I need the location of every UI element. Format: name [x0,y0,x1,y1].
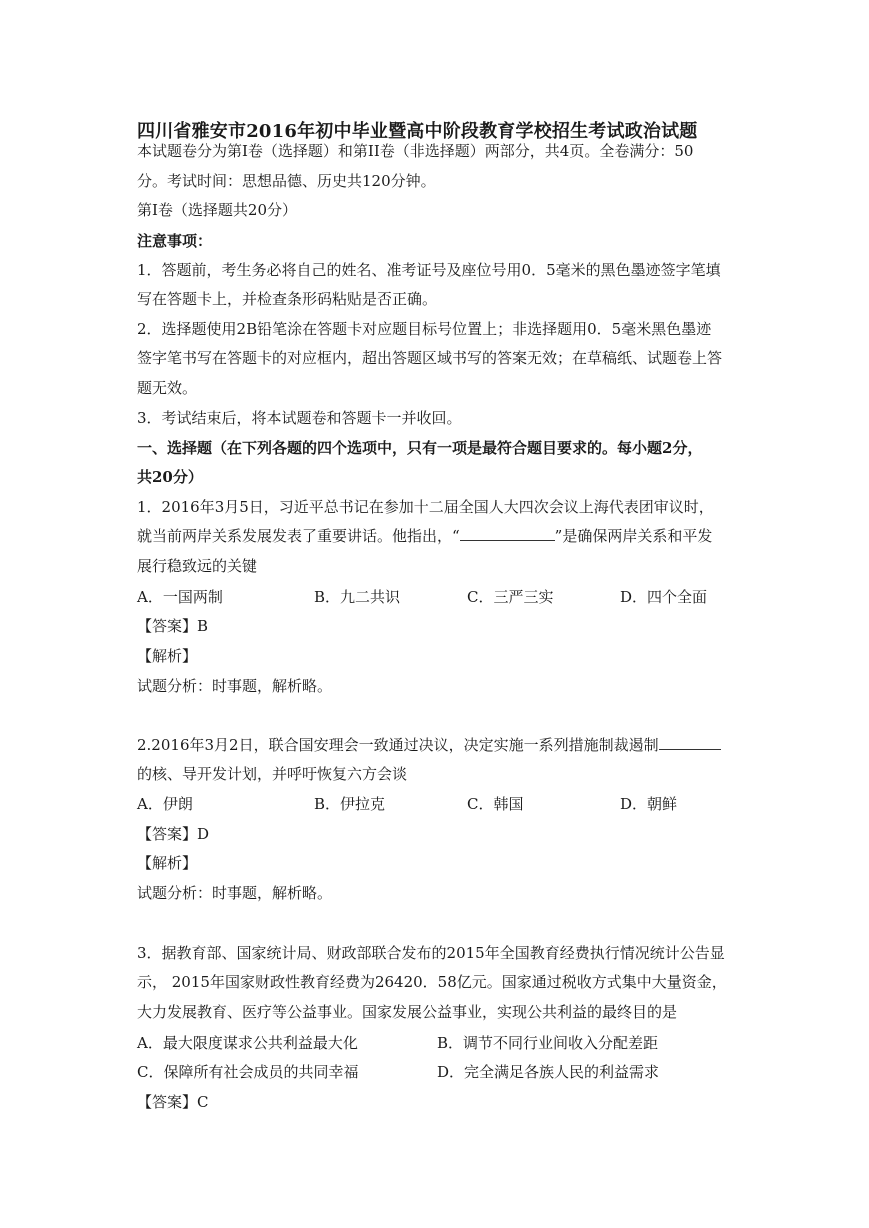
option-c: C．保障所有社会成员的共同幸福 [137,1063,359,1081]
notice-item: 签字笔书写在答题卡的对应框内，超出答题区域书写的答案无效；在草稿纸、试题卷上答 [137,349,723,367]
answer-blank [659,737,721,750]
analysis-label: 【解析】 [137,647,198,665]
question-text [137,735,721,755]
notice-item: 2．选择题使用2B铅笔涂在答题卡对应题目标号位置上；非选择题用0．5毫米黑色墨迹 [137,320,712,338]
intro-line: 本试题卷分为第Ⅰ卷（选择题）和第II卷（非选择题）两部分，共4页。全卷满分：50 [137,142,694,160]
notice-item: 题无效。 [137,379,198,397]
option-d: D．完全满足各族人民的利益需求 [437,1063,660,1081]
question-text: 展行稳致远的关键 [137,557,258,575]
question-text: 大力发展教育、医疗等公益事业。国家发展公益事业，实现公共利益的最终目的是 [137,1003,678,1021]
question-text: 3．据教育部、国家统计局、财政部联合发布的2015年全国教育经费执行情况统计公告显 [137,944,725,962]
analysis-label: 【解析】 [137,854,198,872]
option-d: D．朝鲜 [620,795,678,813]
answer-blank [460,528,555,541]
question-text: 的核、导开发计划，并呼吁恢复六方会谈 [137,765,408,783]
question-text-part: 2.2016年3月2日，联合国安理会一致通过决议，决定实施一系列措施制裁遏制 [137,736,659,754]
part-heading: 共20分） [137,468,203,486]
part-heading: 一、选择题（在下列各题的四个选项中，只有一项是最符合题目要求的。每小题2分， [137,439,703,457]
option-b: B．调节不同行业间收入分配差距 [437,1034,659,1052]
question-text [137,526,712,546]
option-a: A．最大限度谋求公共利益最大化 [137,1034,358,1052]
section-heading: 第Ⅰ卷（选择题共20分） [137,201,298,219]
notice-heading: 注意事项： [137,232,213,250]
page-title: 四川省雅安市2016年初中毕业暨高中阶段教育学校招生考试政治试题 [137,121,698,142]
option-a: A．伊朗 [137,795,193,813]
question-text: 1．2016年3月5日，习近平总书记在参加十二届全国人大四次会议上海代表团审议时， [137,498,714,516]
notice-item: 1．答题前，考生务必将自己的姓名、准考证号及座位号用0．5毫米的黑色墨迹签字笔填 [137,261,721,279]
question-text-part: ”是确保两岸关系和平发 [554,527,713,545]
notice-item: 3．考试结束后，将本试题卷和答题卡一并收回。 [137,409,462,427]
answer: 【答案】B [137,617,209,635]
option-c: C．三严三实 [467,588,554,606]
option-b: B．九二共识 [314,588,401,606]
answer: 【答案】C [137,1093,209,1111]
option-a: A．一国两制 [137,588,223,606]
analysis: 试题分析：时事题，解析略。 [137,884,333,902]
option-c: C．韩国 [467,795,524,813]
analysis: 试题分析：时事题，解析略。 [137,677,333,695]
question-text-part: 就当前两岸关系发展发表了重要讲话。他指出，“ [137,527,460,545]
notice-item: 写在答题卡上，并检查条形码粘贴是否正确。 [137,290,438,308]
option-b: B．伊拉克 [314,795,386,813]
option-d: D．四个全面 [620,588,708,606]
answer: 【答案】D [137,825,210,843]
intro-line: 分。考试时间：思想品德、历史共120分钟。 [137,172,436,190]
question-text: 示， 2015年国家财政性教育经费为26420．58亿元。国家通过税收方式集中大量资金， [137,973,727,991]
